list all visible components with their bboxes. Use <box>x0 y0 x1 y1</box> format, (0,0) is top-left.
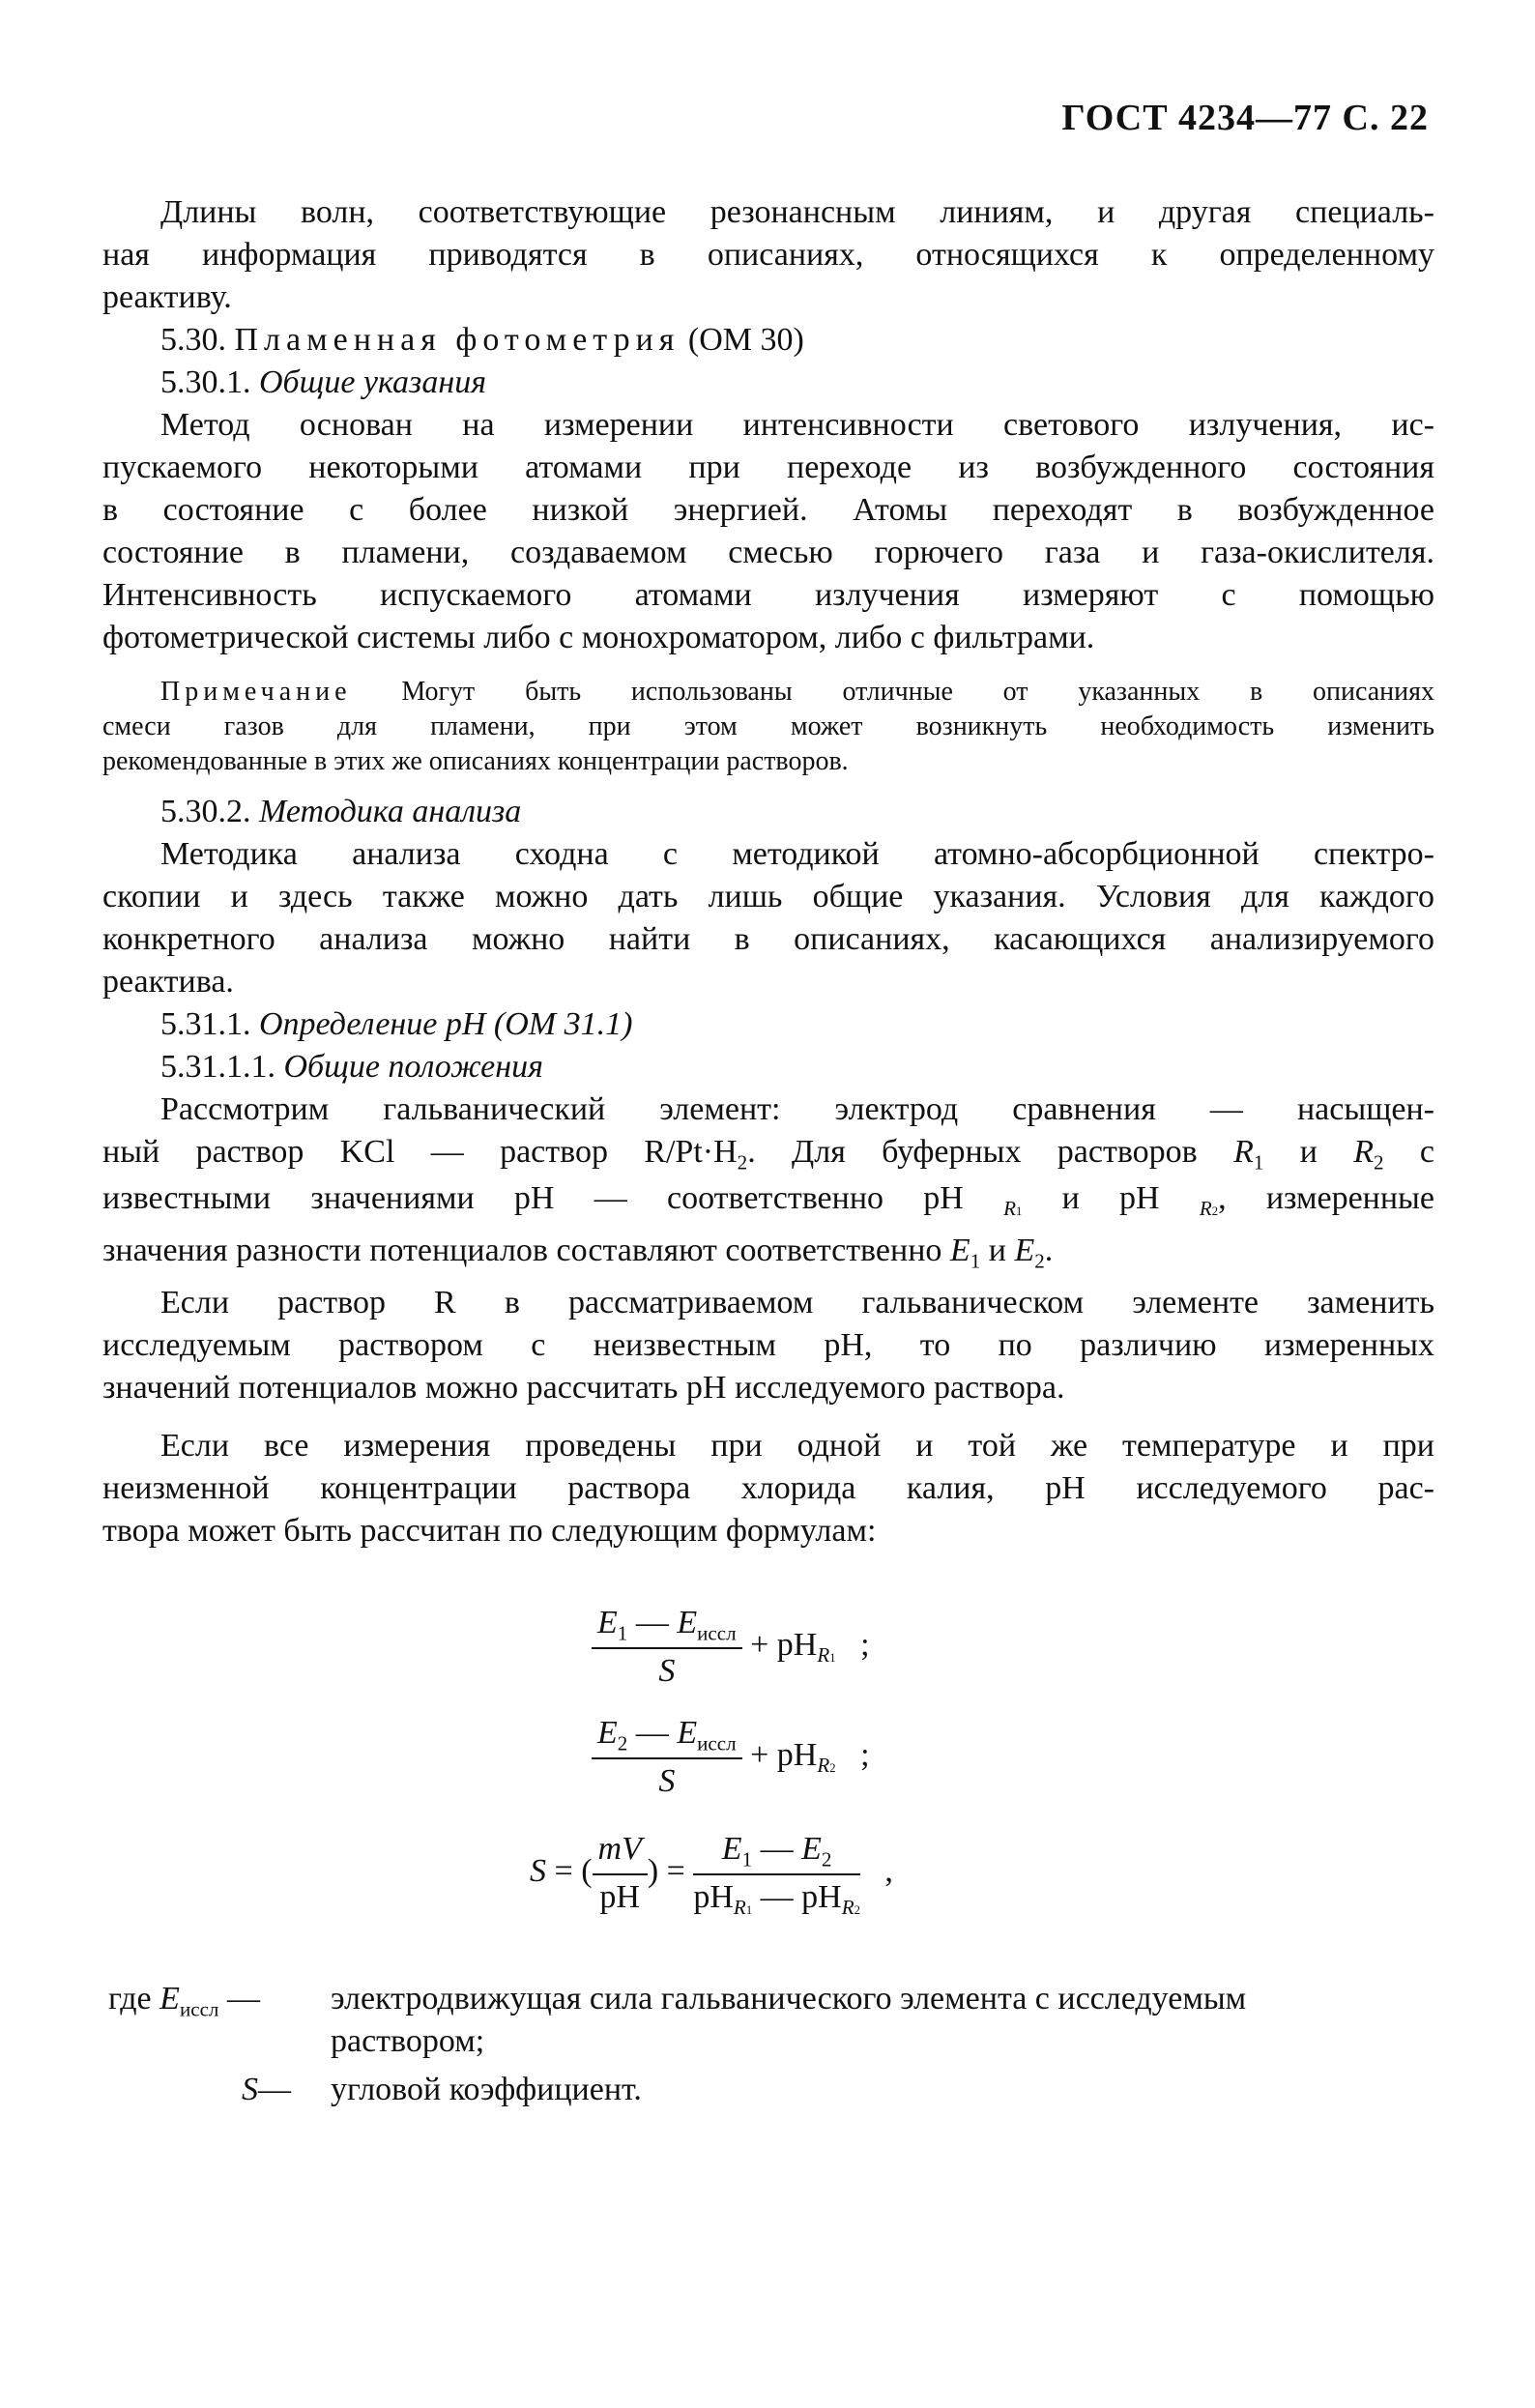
fraction <box>592 1605 742 1690</box>
semicolon: ; <box>860 1626 870 1663</box>
para1-line2: ная информация приводятся в описаниях, относящихся к определенному <box>102 237 1434 273</box>
denominator: pH <box>599 1879 640 1915</box>
section-number: 5.31.1.1. <box>160 1049 275 1085</box>
para1-line1: Длины волн, соответствующие резонансным линиям, и другая специаль- <box>160 194 1434 230</box>
text-run: известными значениями pH — соответственно pH <box>102 1180 1004 1216</box>
denominator: S <box>658 1763 676 1799</box>
section-5-30-1-heading <box>160 362 1434 404</box>
para3-line3: конкретного анализа можно найти в описаниях, касающихся анализируемого <box>102 921 1434 957</box>
para2-line3: в состояние с более низкой энергией. Атомы переходят в возбужденное <box>102 492 1434 528</box>
para3-line2: скопии и здесь также можно дать лишь общие указания. Условия для каждого <box>102 879 1434 914</box>
para5-line2: исследуемым раствором с неизвестным pH, то по различию измеренных <box>102 1327 1434 1363</box>
text-run: . Для буферных растворов <box>747 1134 1234 1170</box>
para6-line2: неизменной концентрации раствора хлорида калия, pH исследуемого рас- <box>102 1470 1434 1506</box>
section-title: Методика анализа <box>259 794 522 829</box>
text-run: ный раствор KCl — раствор R/Pt·H <box>102 1134 738 1170</box>
subscript: 2 <box>1374 1150 1384 1175</box>
para2-line1: Метод основан на измерении интенсивности светового излучения, ис- <box>160 407 1434 443</box>
symbol-e: E <box>1014 1233 1035 1268</box>
section-number: 5.30.2. <box>160 794 251 829</box>
section-number: 5.30.1. <box>160 364 251 400</box>
section-5-30-heading <box>160 319 1434 362</box>
para3-line1: Методика анализа сходна с методикой атомно-абсорбционной спектро- <box>160 836 1434 872</box>
section-code: (ОМ 30) <box>687 322 804 358</box>
note-text: Могут быть использованы отличные от указанных в описаниях <box>401 677 1435 707</box>
numerator: $E_2$ — $E_{иссл}$ <box>592 1715 742 1759</box>
text-run: и <box>1263 1134 1354 1170</box>
section-title: Общие указания <box>259 364 486 400</box>
subscript: 2 <box>1034 1249 1045 1273</box>
numerator: $E_1$ — $E_{иссл}$ <box>592 1605 742 1649</box>
para4-line3 <box>102 1177 1434 1220</box>
para2-line6: фотометрической системы либо с монохроматором, либо с фильтрами. <box>102 620 1095 655</box>
plus-ph: + pH <box>750 1736 818 1773</box>
plus-ph: + pH <box>750 1626 818 1663</box>
paren: ) <box>647 1852 659 1889</box>
subscript: 1 <box>1253 1150 1264 1175</box>
where-def1-line1: электродвижущая сила гальванического элемента с исследуемым <box>331 1981 1247 2016</box>
formula-2: $\frac{E_2 — E_{иссл}}{S}$ + $pH_{R2}$ ; <box>592 1715 870 1800</box>
para4-line2 <box>102 1131 1434 1174</box>
note-line1 <box>160 675 1434 710</box>
section-5-30-2-heading <box>160 791 1434 833</box>
section-5-31-1-1-heading <box>160 1046 1434 1088</box>
symbol-r: R <box>1233 1134 1254 1170</box>
para4-line4 <box>102 1230 1434 1272</box>
text-run: значения разности потенциалов составляют соответственно <box>102 1233 950 1268</box>
symbol-s: S <box>530 1852 546 1889</box>
equals: = <box>554 1852 573 1889</box>
para2-line2: пускаемого некоторыми атомами при переходе из возбужденного состояния <box>102 450 1434 485</box>
numerator: $E_1$ — $E_2$ <box>693 1831 860 1875</box>
note-line3: рекомендованные в этих же описаниях концентрации растворов. <box>102 746 849 776</box>
para6-line3: твора может быть рассчитан по следующим формулам: <box>102 1513 877 1549</box>
text-run: и pH <box>1022 1180 1200 1216</box>
section-number: 5.30. <box>160 322 226 358</box>
section-5-31-1-heading <box>160 1003 1434 1046</box>
para4-line1: Рассмотрим гальванический элемент: электрод сравнения — насыщен- <box>160 1091 1434 1127</box>
text-run: с <box>1383 1134 1434 1170</box>
numerator: mV <box>593 1831 648 1875</box>
para6-line1: Если все измерения проведены при одной и той же температуре и при <box>160 1428 1434 1464</box>
text-run: , измеренные <box>1218 1180 1434 1216</box>
note-line2: смеси газов для пламени, при этом может возникнуть необходимость изменить <box>102 711 1434 741</box>
fraction <box>693 1831 860 1920</box>
para1-line3: реактиву. <box>102 279 232 315</box>
symbol-r: R <box>1353 1134 1375 1170</box>
symbol-r: R <box>1199 1197 1212 1221</box>
denominator: S <box>658 1653 676 1689</box>
fraction <box>593 1831 648 1916</box>
comma: , <box>884 1852 893 1889</box>
section-title: Определение pH (ОМ 31.1) <box>259 1006 633 1042</box>
para5-line1: Если раствор R в рассматриваемом гальваническом элементе заменить <box>160 1285 1434 1320</box>
denominator: $pH_{R1}$ — $pH_{R2}$ <box>693 1879 860 1920</box>
term-s: S <box>242 2072 258 2107</box>
subscript: 2 <box>1211 1204 1219 1219</box>
paren: ( <box>581 1852 593 1889</box>
fraction <box>592 1715 742 1800</box>
subscript: 2 <box>737 1150 748 1175</box>
section-title: Пламенная фотометрия <box>234 322 681 358</box>
para2-line5: Интенсивность испускаемого атомами излучения измеряют с помощью <box>102 577 1434 613</box>
term-e: E <box>159 1981 180 2016</box>
where-lead: где $E_{иссл}$ — <box>108 1981 260 2021</box>
where-def1-line2: раствором; <box>331 2023 485 2059</box>
text-run: . <box>1044 1233 1054 1268</box>
formula-1: $\frac{E_1 — E_{иссл}}{S}$ + $pH_{R1}$ ; <box>592 1605 870 1690</box>
section-number: 5.31.1. <box>160 1006 251 1042</box>
where-term2: S— <box>242 2072 291 2107</box>
symbol-r: R <box>1003 1197 1016 1221</box>
para5-line3: значений потенциалов можно рассчитать pH исследуемого раствора. <box>102 1370 1065 1406</box>
page-header: ГОСТ 4234—77 С. 22 <box>1061 98 1429 138</box>
section-title: Общие положения <box>283 1049 543 1085</box>
note-label: Примечание <box>160 677 352 707</box>
subscript: 1 <box>970 1249 981 1273</box>
text-run: и <box>980 1233 1015 1268</box>
symbol-e: E <box>949 1233 970 1268</box>
formula-3 <box>530 1831 893 1920</box>
para2-line4: состояние в пламени, создаваемом смесью горючего газа и газа-окислителя. <box>102 535 1434 570</box>
para3-line4: реактива. <box>102 964 234 1000</box>
where-def2: угловой коэффициент. <box>331 2072 642 2107</box>
equals: = <box>666 1852 685 1889</box>
subscript: 1 <box>1016 1204 1023 1219</box>
semicolon: ; <box>860 1736 870 1773</box>
